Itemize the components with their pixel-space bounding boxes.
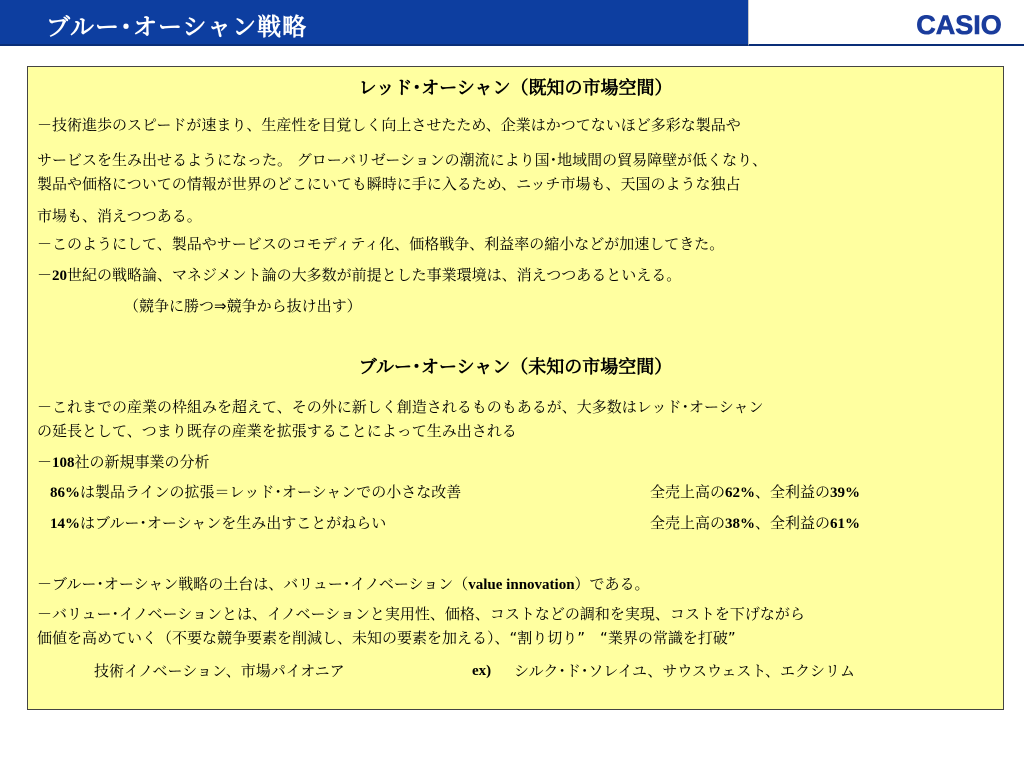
blue-ocean-p5-text-b: シルク･ド･ソレイユ、サウスウェスト、エクシリム (514, 662, 856, 680)
blue-ocean-p2-text: 社の新規事業の分析 (74, 453, 210, 471)
analysis-row-2-text: はブルー･オーシャンを生み出すことがねらい (80, 514, 387, 532)
blue-ocean-p2-prefix: － (37, 453, 53, 471)
blue-ocean-p3-text-a: －ブルー･オーシャン戦略の土台は、バリュー･イノベーション（ (37, 575, 469, 593)
analysis-row-2-profit-label: 、全利益の (755, 514, 831, 532)
blue-ocean-p4-line1: －バリュー･イノベーションとは、イノベーションと実用性、価格、コストなどの調和を実現、コストを下げながら (37, 605, 805, 623)
content-box (27, 66, 1004, 710)
slide-title: ブルー･オーシャン戦略 (46, 13, 308, 41)
analysis-row-1-profit-value: 39% (830, 485, 861, 501)
red-ocean-heading: レッド･オーシャン（既知の市場空間） (358, 78, 673, 99)
red-ocean-p3-number: 20 (52, 268, 68, 284)
red-ocean-p3-text: 世紀の戦略論、マネジメント論の大多数が前提とした事業環境は、消えつつあるといえる。 (67, 266, 682, 284)
analysis-row-1-sales-value: 62% (725, 485, 756, 501)
red-ocean-p1-line4: 市場も、消えつつある。 (37, 207, 202, 225)
red-ocean-p1-line3: 製品や価格についての情報が世界のどこにいても瞬時に手に入るため、ニッチ市場も、天国のような独占 (37, 175, 741, 193)
analysis-row-1-text: は製品ラインの拡張＝レッド･オーシャンでの小さな改善 (80, 483, 462, 501)
analysis-row-2-profit-value: 61% (830, 516, 861, 532)
red-ocean-p1-line2: サービスを生み出せるようになった。 グローバリゼーションの潮流により国･地域間の貿易障壁が低くなり、 (37, 151, 768, 169)
analysis-row-1 (50, 482, 461, 503)
red-ocean-p1-line1: －技術進歩のスピードが速まり、生産性を目覚しく向上させたため、企業はかつてないほど多彩な製品や (37, 116, 741, 134)
red-ocean-p3 (37, 265, 681, 286)
blue-ocean-p5-text-a: 技術イノベーション、市場パイオニア (94, 662, 345, 680)
red-ocean-p4: （競争に勝つ⇒競争から抜け出す） (124, 297, 362, 315)
red-ocean-p2: －このようにして、製品やサービスのコモディティ化、価格戦争、利益率の縮小などが加速してきた。 (37, 235, 725, 253)
analysis-row-1-percent: 86% (50, 485, 80, 501)
blue-ocean-p5-ex: ex) (472, 663, 492, 679)
blue-ocean-p3-english: value innovation (468, 577, 575, 593)
analysis-row-1-stats (650, 482, 860, 503)
analysis-row-2-percent: 14% (50, 516, 80, 532)
casio-logo-text: CASIO (916, 10, 1002, 38)
analysis-row-2-stats (650, 513, 860, 534)
logo-area (748, 0, 1024, 46)
red-ocean-p3-prefix: － (37, 266, 53, 284)
title-bar (0, 0, 748, 46)
casio-logo (900, 10, 1018, 38)
analysis-row-2 (50, 513, 386, 534)
analysis-row-2-sales-label: 全売上高の (650, 514, 726, 532)
blue-ocean-p1-line1: －これまでの産業の枠組みを超えて、その外に新しく創造されるものもあるが、大多数はレッド･オーシャン (37, 398, 764, 416)
analysis-row-1-profit-label: 、全利益の (755, 483, 831, 501)
blue-ocean-p2-number: 108 (52, 455, 75, 471)
blue-ocean-p3-text-b: ）である。 (574, 575, 650, 593)
blue-ocean-p4-line2: 価値を高めていく（不要な競争要素を削減し、未知の要素を加える）、“割り切り” “業界の常識を打破” (37, 629, 736, 647)
blue-ocean-p3 (37, 574, 650, 595)
blue-ocean-p2 (37, 452, 210, 473)
blue-ocean-p1-line2: の延長として、つまり既存の産業を拡張することによって生み出される (37, 422, 517, 440)
analysis-row-2-sales-value: 38% (725, 516, 756, 532)
blue-ocean-heading: ブルー･オーシャン（未知の市場空間） (358, 357, 673, 378)
analysis-row-1-sales-label: 全売上高の (650, 483, 726, 501)
